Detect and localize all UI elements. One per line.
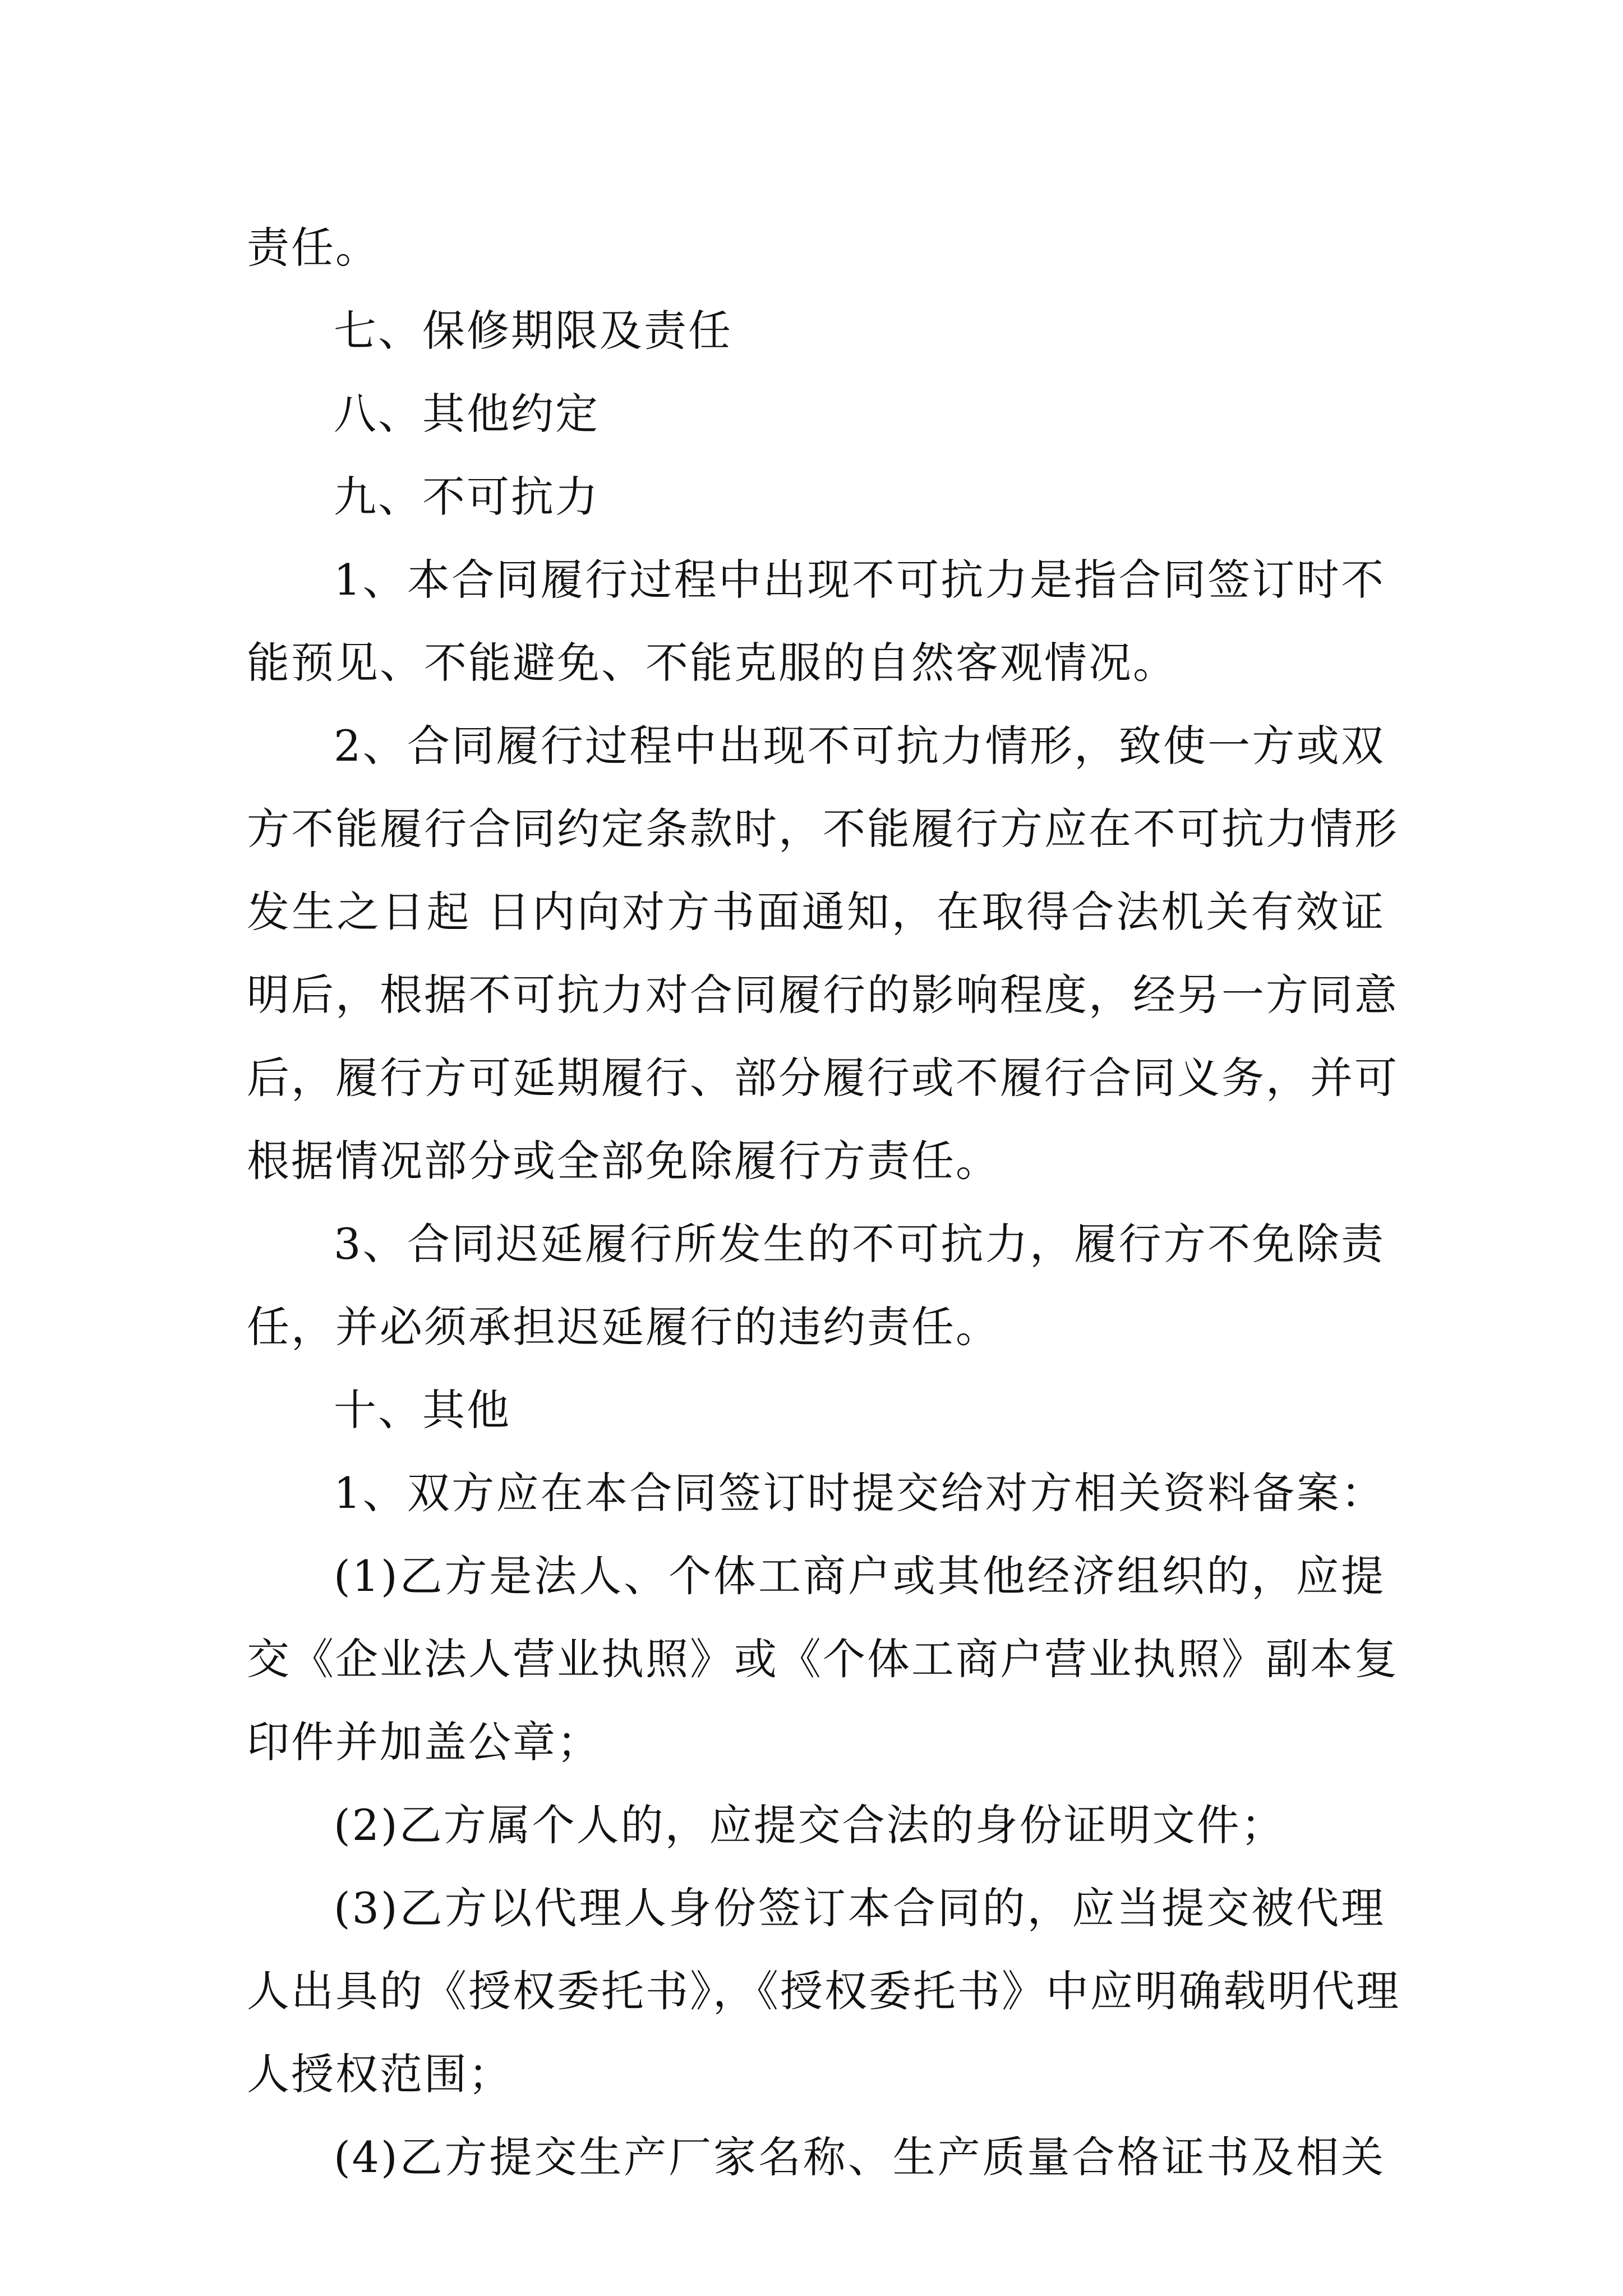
text-line: 1、双方应在本合同签订时提交给对方相关资料备案：	[334, 1468, 1385, 1518]
text-line: (1)乙方是法人、个体工商户或其他经济组织的，应提	[334, 1551, 1385, 1601]
text-line: 后，履行方可延期履行、部分履行或不履行合同义务，并可	[247, 1053, 1399, 1103]
text-line: 根据情况部分或全部免除履行方责任。	[247, 1136, 1000, 1186]
text-line: 人授权范围；	[247, 2049, 513, 2099]
text-line: 明后，根据不可抗力对合同履行的影响程度，经另一方同意	[247, 970, 1399, 1020]
text-line: 方不能履行合同约定条款时，不能履行方应在不可抗力情形	[247, 804, 1399, 854]
contract-text-body	[247, 206, 1400, 2199]
section-heading-force-majeure: 九、不可抗力	[334, 472, 600, 522]
text-line: 发生之日起 日内向对方书面通知，在取得合法机关有效证	[247, 887, 1385, 937]
text-line: 责任。	[247, 223, 380, 273]
section-heading-other-agreements: 八、其他约定	[334, 389, 600, 439]
text-line: 能预见、不能避免、不能克服的自然客观情况。	[247, 638, 1177, 688]
text-line: 2、合同履行过程中出现不可抗力情形，致使一方或双	[334, 721, 1385, 771]
text-line: 3、合同迟延履行所发生的不可抗力，履行方不免除责	[334, 1219, 1385, 1269]
text-line: 交《企业法人营业执照》或《个体工商户营业执照》副本复	[247, 1634, 1399, 1684]
text-line: (3)乙方以代理人身份签订本合同的，应当提交被代理	[334, 1883, 1385, 1933]
text-line: (2)乙方属个人的，应提交合法的身份证明文件；	[334, 1800, 1285, 1850]
text-line: 印件并加盖公章；	[247, 1717, 601, 1767]
section-heading-other: 十、其他	[334, 1385, 511, 1435]
text-line: (4)乙方提交生产厂家名称、生产质量合格证书及相关	[334, 2132, 1385, 2182]
text-line: 1、本合同履行过程中出现不可抗力是指合同签订时不	[334, 555, 1385, 605]
text-line: 人出具的《授权委托书》，《授权委托书》中应明确载明代理	[247, 1966, 1400, 2016]
text-line: 任，并必须承担迟延履行的违约责任。	[247, 1302, 1000, 1352]
section-heading-warranty: 七、保修期限及责任	[334, 306, 732, 356]
